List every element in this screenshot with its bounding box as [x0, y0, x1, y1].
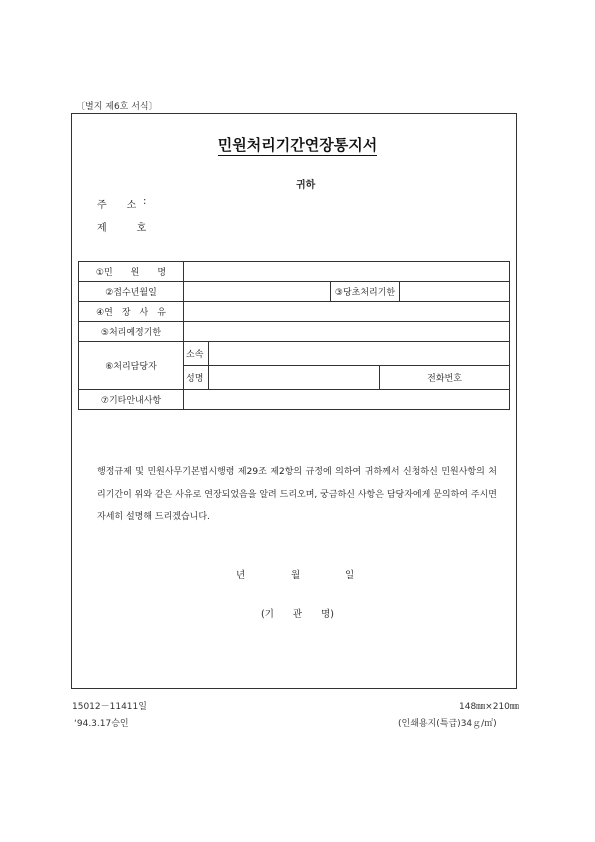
officer-label: ⑥처리담당자: [79, 342, 184, 390]
expected-deadline-field[interactable]: [184, 322, 510, 342]
date-month-label: 월: [291, 570, 301, 581]
table-row: [79, 342, 510, 366]
receipt-date-field[interactable]: [184, 282, 331, 302]
extension-reason-label: ④연 장 사 유: [79, 302, 184, 322]
date-year-label: 년: [236, 570, 246, 581]
address-colon: :: [143, 196, 147, 207]
form-code: 15012－11411일: [72, 702, 147, 712]
number-label: 제 호: [97, 223, 147, 234]
page-title: [0, 134, 595, 155]
form-number-label: 〔별지 제6호 서식〕: [76, 102, 158, 112]
extension-reason-field[interactable]: [184, 302, 510, 322]
info-table: [78, 261, 510, 410]
expected-deadline-label: ⑤처리예정기한: [79, 322, 184, 342]
paper-size: 148㎜×210㎜: [459, 702, 519, 712]
petition-name-field[interactable]: [184, 262, 510, 282]
organization-name-label: (기 관 명): [261, 609, 334, 620]
date-day-label: 일: [345, 570, 355, 581]
addressee-label: 귀하: [296, 180, 316, 191]
receipt-date-label: ②접수년월일: [79, 282, 184, 302]
approval-date: ‘94.3.17승인: [74, 719, 129, 729]
address-label: 주 소: [97, 200, 137, 211]
original-deadline-field[interactable]: [400, 282, 510, 302]
other-info-label: ⑦기타안내사항: [79, 390, 184, 410]
department-field[interactable]: [209, 342, 510, 366]
other-info-field[interactable]: [184, 390, 510, 410]
officer-name-field[interactable]: [209, 366, 380, 390]
table-row: [79, 322, 510, 342]
phone-label: 전화번호: [380, 366, 510, 390]
department-label: 소속: [184, 342, 209, 366]
officer-name-label: 성명: [184, 366, 209, 390]
table-row: [79, 282, 510, 302]
table-row: [79, 302, 510, 322]
table-row: [79, 390, 510, 410]
original-deadline-label: ③당초처리기한: [331, 282, 400, 302]
title-text: 민원처리기간연장통지서: [217, 136, 378, 154]
notice-body-text: 행정규제 및 민원사무기본법시행령 제29조 제2항의 규정에 의하여 귀하께서 신청하신 민원사항의 처리기간이 위와 같은 사유로 연장되었음을 알려 드리오며, 궁금하신 사항은 담당자에게 문의하여 주시면 자세히 설명해 드리겠습니다.: [97, 467, 497, 522]
paper-spec: (인쇄용지(특급)34ｇ/㎡): [398, 719, 497, 729]
petition-name-label: ①민 원 명: [79, 262, 184, 282]
table-row: [79, 262, 510, 282]
